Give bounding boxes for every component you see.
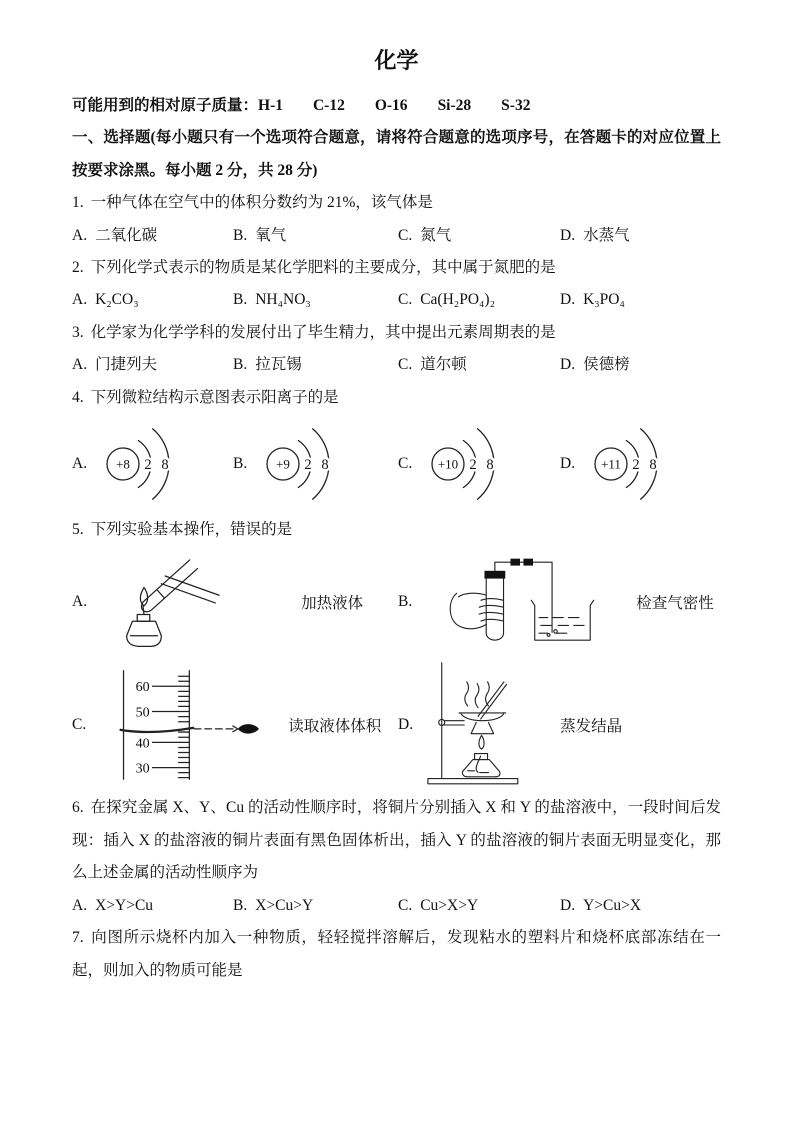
atomic-mass-value: S-32 [501,97,531,114]
atom-structure-icon [93,416,193,512]
question-text: 在探究金属 X、Y、Cu 的活动性顺序时，将铜片分别插入 X 和 Y 的盐溶液中，一段时间后发现：插入 X 的盐溶液的铜片表面有黑色固体析出，插入 Y 的盐溶液的铜片表面无明显变化，那么上述金属的活动性顺序为 [72,799,721,882]
eye-icon [238,725,259,734]
option-text: 水蒸气 [583,226,630,244]
question-2-options [72,284,721,316]
question-5 [72,514,721,546]
option-text: 门捷列夫 [95,356,158,374]
svg-text:60: 60 [135,679,150,696]
option-label: B. [233,455,248,473]
option-c [398,220,560,252]
section-header: 一、选择题(每小题只有一个选项符合题意，请将符合题意的选项序号，在答题卡的对应位置上按要求涂黑。每小题 2 分，共 28 分) [72,129,721,179]
option-label: B. [398,593,413,611]
option-label: C. [398,896,413,914]
question-number: 7. [72,929,84,947]
option-text: X>Y>Cu [95,896,154,914]
experiment-d [398,659,721,791]
illustration-caption: 蒸发结晶 [560,718,623,736]
svg-text:+11: +11 [601,456,622,472]
option-text: 侯德榜 [583,356,630,374]
experiment-b [398,550,721,654]
option-b [233,220,398,252]
option-text: 道尔顿 [420,356,467,374]
flame-icon [140,588,147,606]
page-title: 化学 [374,48,419,73]
atomic-mass-label: 可能用到的相对原子质量： [72,97,259,114]
bubble [554,630,557,633]
option-label: D. [560,226,576,244]
question-5-row-1 [72,546,721,658]
atom-structure-icon [581,416,681,512]
option-label: B. [233,896,248,914]
option-text: 拉瓦锡 [255,356,302,374]
question-text: 下列实验基本操作，错误的是 [90,521,293,539]
atomic-mass-value: C-12 [312,97,345,114]
question-number: 4. [72,388,84,406]
question-1 [72,187,721,219]
hand [450,594,486,629]
svg-text:2: 2 [304,457,312,474]
particle-diagram-c [398,416,560,512]
svg-text:2: 2 [144,457,152,474]
svg-text:8: 8 [649,457,657,474]
option-text: 氧气 [255,226,287,244]
air-tightness-illustration [420,550,620,654]
option-text: 氮气 [420,226,452,244]
option-d [560,220,721,252]
particle-diagram-b [233,416,398,512]
atomic-mass-value: O-16 [374,97,408,114]
atom-structure-icon [253,416,353,512]
option-label: C. [398,356,413,374]
option-label: A. [72,226,88,244]
option-label: D. [560,356,576,374]
option-text: Ca(H₂PO₄)₂ [420,291,495,309]
particle-diagram-d [560,416,721,512]
experiment-a [72,549,398,655]
option-text: K₃PO₄ [583,291,625,309]
svg-text:+10: +10 [438,456,459,472]
question-4-diagrams [72,414,721,514]
flame-icon [479,736,484,750]
svg-text:8: 8 [321,457,329,474]
particle-diagram-a [72,416,233,512]
heating-liquid-illustration [95,549,245,655]
question-number: 6. [72,799,84,817]
option-b [233,890,398,922]
stopper [485,571,506,579]
option-label: D. [398,716,414,734]
illustration-caption: 检查气密性 [636,595,714,613]
alcohol-lamp [462,760,500,777]
alcohol-lamp [127,622,162,647]
option-label: A. [72,455,88,473]
question-number: 1. [72,194,84,212]
question-3-options [72,349,721,381]
option-label: A. [72,896,88,914]
svg-text:2: 2 [632,457,640,474]
option-text: Y>Cu>X [583,896,642,914]
question-3 [72,317,721,349]
question-number: 2. [72,259,84,277]
question-text: 下列微粒结构示意图表示阳离子的是 [90,388,339,406]
option-text: NH₄NO₃ [255,291,311,309]
svg-text:2: 2 [469,457,477,474]
option-d [560,284,721,316]
question-2 [72,252,721,284]
svg-text:+9: +9 [276,456,291,472]
atom-structure-icon [418,416,518,512]
question-1-options [72,220,721,252]
steam [465,682,469,706]
atomic-mass-line [72,90,721,122]
option-label: C. [398,455,413,473]
option-label: A. [72,356,88,374]
svg-text:8: 8 [486,457,494,474]
option-text: Cu>X>Y [420,896,479,914]
option-label: D. [560,455,576,473]
question-text: 一种气体在空气中的体积分数约为 21%，该气体是 [90,194,433,212]
question-text: 下列化学式表示的物质是某化学肥料的主要成分，其中属于氮肥的是 [90,259,556,277]
option-label: D. [560,896,576,914]
option-c [398,349,560,381]
atomic-mass-value: Si-28 [437,97,472,114]
option-c [398,284,560,316]
option-b [233,284,398,316]
question-6 [72,792,721,889]
svg-text:30: 30 [135,760,150,777]
svg-text:+8: +8 [116,456,130,472]
option-a [72,349,233,381]
question-number: 3. [72,323,84,341]
question-number: 5. [72,521,84,539]
reading-volume-illustration [94,665,274,785]
option-text: X>Cu>Y [255,896,314,914]
svg-text:8: 8 [161,457,169,474]
evaporation-illustration [421,659,542,791]
svg-text:50: 50 [135,704,150,721]
option-label: C. [72,716,87,734]
option-label: D. [560,291,576,309]
experiment-c [72,665,398,785]
beaker [531,601,593,641]
option-text: K₂CO₃ [95,291,139,309]
atomic-mass-value: H-1 [258,97,283,114]
option-d [560,349,721,381]
question-6-options [72,890,721,922]
option-a [72,284,233,316]
option-b [233,349,398,381]
option-label: B. [233,226,248,244]
option-label: C. [398,291,413,309]
test-tube [139,560,198,614]
option-text: 二氧化碳 [95,226,158,244]
illustration-caption: 读取液体体积 [288,718,382,736]
option-label: B. [233,291,248,309]
test-tube-holder [165,576,219,595]
question-text: 向图所示烧杯内加入一种物质，轻轻搅拌溶解后，发现粘水的塑料片和烧杯底部冻结在一起，则加入的物质可能是 [72,929,721,979]
liquid-level [121,728,194,732]
svg-text:40: 40 [135,735,150,752]
option-label: B. [233,356,248,374]
option-a [72,220,233,252]
option-label: A. [72,291,88,309]
option-label: A. [72,593,88,611]
illustration-caption: 加热液体 [301,595,364,613]
question-7 [72,922,721,987]
option-d [560,890,721,922]
option-a [72,890,233,922]
option-label: C. [398,226,413,244]
question-5-row-2 [72,658,721,792]
question-4 [72,382,721,414]
option-c [398,890,560,922]
test-tube [486,579,503,641]
question-text: 化学家为化学学科的发展付出了毕生精力，其中提出元素周期表的是 [90,323,556,341]
